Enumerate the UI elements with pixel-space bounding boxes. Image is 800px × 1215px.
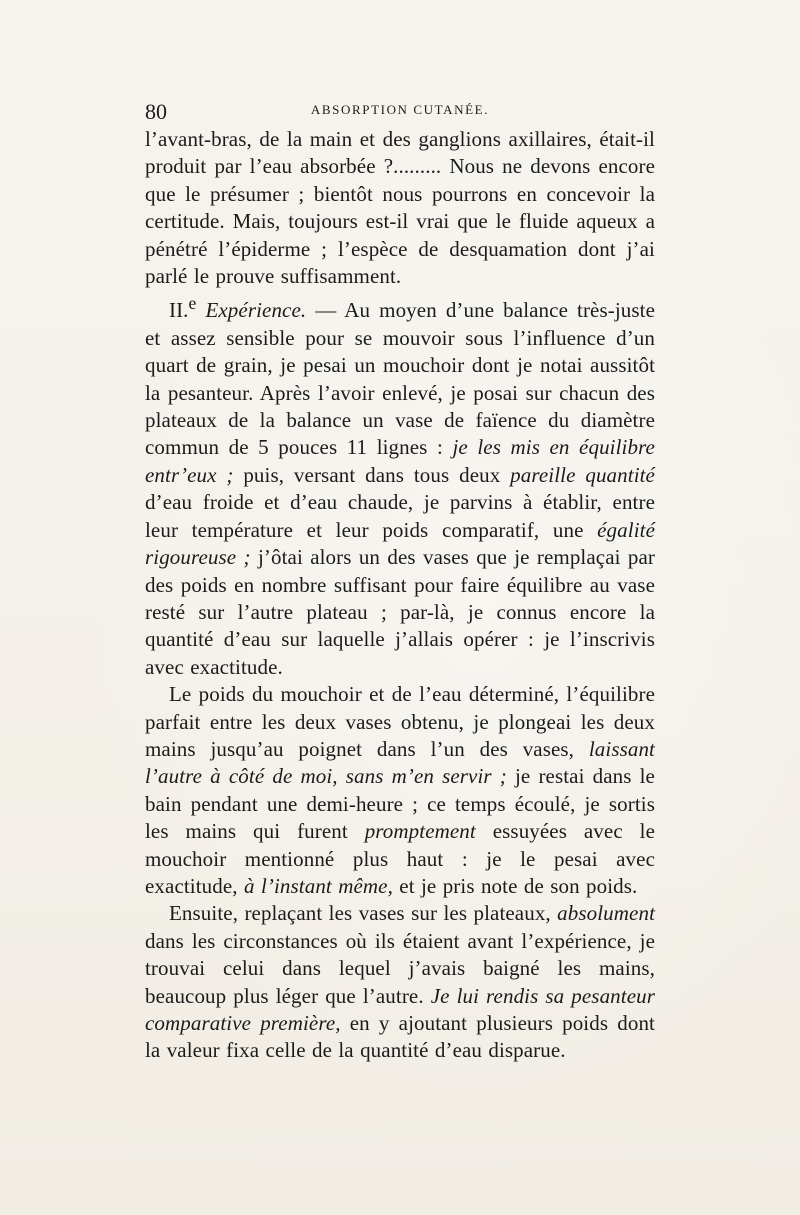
italic-text-run: pareille quantité — [510, 462, 655, 487]
italic-text-run: promptement — [364, 819, 476, 844]
page-header — [145, 98, 655, 126]
text-run: et je pris note de son poids. — [392, 873, 638, 898]
paragraph-3 — [145, 681, 655, 900]
text-run: en y ajoutant plusieurs poids dont la valeur fixa celle de la quantité d’eau disparue. — [145, 1011, 655, 1063]
paragraph-4 — [145, 900, 655, 1064]
text-run: essuyées avec le mouchoir mentionné plus haut : je le pesai avec exactitude, — [145, 819, 655, 898]
italic-text-run: Je lui rendis sa pesanteur comparative première, — [145, 983, 656, 1035]
text-run: Le poids du mouchoir et de l’eau déterminé, l’équilibre parfait entre les deux vases obtenu, je plongeai les deux mains jusqu’au poignet dans l’un des vases, — [145, 682, 655, 761]
page-number: 80 — [145, 99, 167, 124]
italic-text-run: absolument — [557, 901, 655, 926]
text-run: l’avant-bras, de la main et des ganglions axillaires, était-il produit par l’eau absorbée ?......... Nous ne devons encore que le présumer ; bientôt nous pourrons en concevoir la certitude. Mais, toujours est-il vrai que le fluide aqueux a pénétré l’épiderme ; l’espèce de desquamation dont j’ai parlé le prouve suffisamment. — [145, 127, 655, 289]
paragraph-1 — [145, 126, 655, 290]
text-run: j’ôtai alors un des vases que je remplaçai par des poids en nombre suffisant pour faire équilibre au vase resté sur l’autre plateau ; par-là, je connus encore la quantité d’eau sur laquelle j’allais opérer : je l’inscrivis avec exactitude. — [145, 545, 655, 679]
italic-text-run: Expérience. — [205, 298, 307, 323]
italic-text-run: laissant l’autre à côté de moi, sans m’en servir ; — [145, 736, 655, 789]
italic-text-run: je les mis en équilibre entr’eux ; — [145, 435, 655, 487]
text-run: — Au moyen d’une balance très-juste et assez sensible pour se mouvoir sous l’influence d’un quart de grain, je pesai un mouchoir dont je notai aussitôt la pesanteur. Après l’avoir enlevé, je posai sur chacun des plateaux de la balance un vase de faïence du diamètre commun de 5 pouces 11 lignes : — [145, 298, 655, 460]
body-text — [145, 126, 655, 1065]
italic-text-run: à l’instant même, — [244, 873, 393, 898]
running-head: ABSORPTION CUTANÉE. — [310, 102, 490, 117]
text-run: dans les circonstances où ils étaient avant l’expérience, je trouvai celui dans lequel j’avais baigné les mains, beaucoup plus léger que l’autre. — [145, 928, 655, 1008]
text-run: Ensuite, replaçant les vases sur les plateaux, — [169, 901, 558, 926]
text-run: puis, versant dans tous deux — [233, 462, 511, 487]
text-run: II. — [169, 298, 189, 323]
italic-text-run: égalité rigoureuse ; — [145, 517, 655, 570]
text-run: e — [188, 293, 197, 314]
text-run: d’eau froide et d’eau chaude, je parvins à établir, entre leur température et leur poids comparatif, une — [145, 490, 655, 542]
text-run: je restai dans le bain pendant une demi-heure ; ce temps écoulé, je sortis les mains qui furent — [145, 764, 655, 844]
paragraph-2 — [145, 290, 655, 681]
